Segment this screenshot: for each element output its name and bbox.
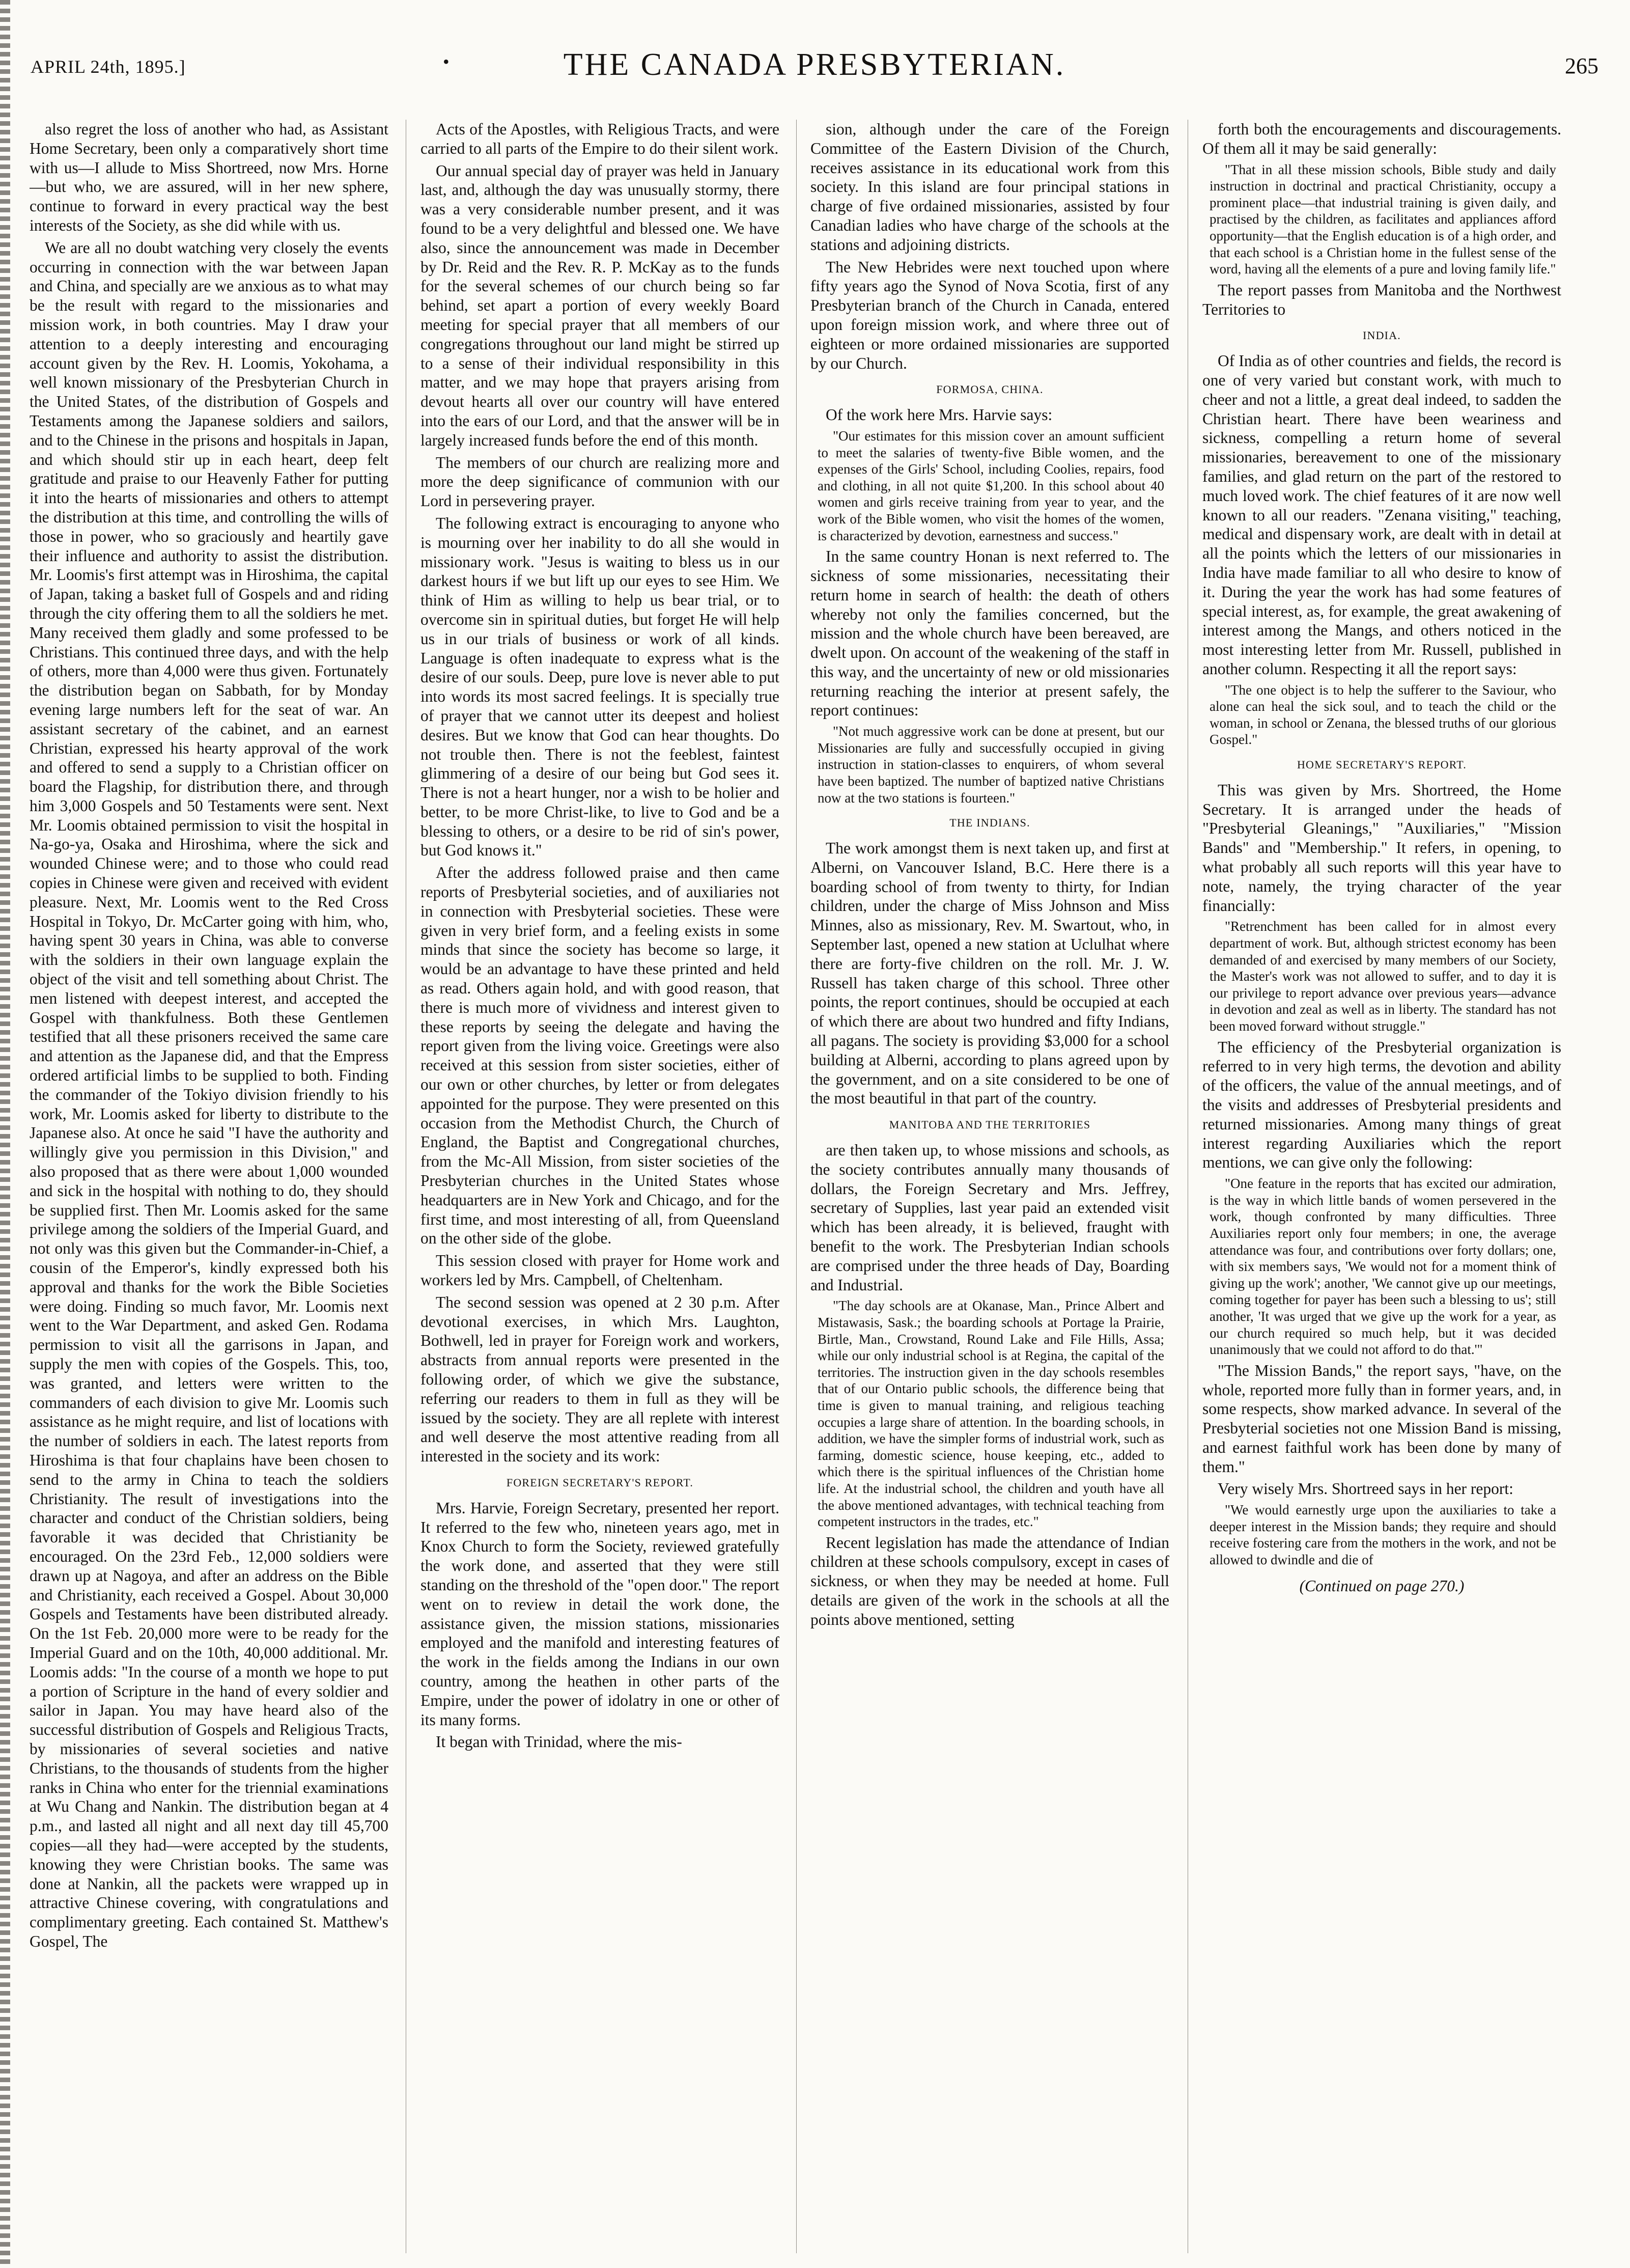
paragraph: Very wisely Mrs. Shortreed says in her report: — [1218, 1480, 1513, 1498]
issue-date: APRIL 24th, 1895.] — [31, 57, 186, 77]
paragraph: This session closed with prayer for Home work and workers led by Mrs. Campbell, of Cheltenham. — [420, 1252, 779, 1289]
paragraph: also regret the loss of another who had, as Assistant Home Secretary, been only a comparatively short time with us—I allude to Miss Shortreed, now Mrs. Horne—but who, we are assured, will in her new sphere, continue to forward in every practical way the best interests of the Society, as she did while with us. — [30, 120, 388, 234]
paragraph: The New Hebrides were next touched upon where fifty years ago the Synod of Nova Scotia, first of any Presbyterian branch of the Church in Canada, entered upon foreign mission work, and where three out of eighteen or more ordained missionaries are supported by our Church. — [810, 258, 1169, 372]
column-3 — [810, 120, 1169, 2253]
paragraph: The following extract is encouraging to anyone who is mourning over her inability to do all she would in missionary work. "Jesus is waiting to bless us in our darkest hours if we but lift up our eyes to see Him. We think of Him as willing to help us bear trial, or to overcome sin in spiritual duties, but forget He will help us in our trials of business or work of all kinds. Language is often inadequate to express what is the desire of our souls. Deep, pure love is never able to put into words its most sacred feelings. It is specially true of prayer that we cannot utter its deepest and holiest desires. But we know that God can hear thoughts. Do not trouble then. There is not the feeblest, faintest glimmering of a desire of our being but God sees it. There is not a heart hunger, nor a wish to be holier and better, to be more Christ-like, to live to God and be a blessing to others, or a desire to be rid of sin's power, but God knows it." — [420, 514, 779, 860]
paragraph: Mrs. Harvie, Foreign Secretary, presented her report. It referred to the few who, nineteen years ago, met in Knox Church to form the Society, reviewed gratefully the work done, and asserted that they were still standing on the threshold of the "open door." The report went on to review in detail the work done, the assistance given, the mission stations, missionaries employed and the manifold and interesting features of the work in the fields among the Indians in our own country, among the heathen in other parts of the Empire, under the power of idolatry in one or other of its many forms. — [420, 1499, 779, 1729]
paragraph: The members of our church are realizing more and more the deep significance of communion with our Lord in persevering prayer. — [420, 453, 779, 510]
paragraph: Of the work here Mrs. Harvie says: — [826, 406, 1053, 424]
quoted-passage: "One feature in the reports that has excited our admiration, is the way in which little bands of women persevered in the work, though confronted by many difficulties. Three Auxiliaries report only four members; in one, the average attendance was four, and contributions over forty dollars; one, with six members says, 'We would not for a moment think of giving up the work'; another, 'We cannot give up our meetings, coming together for payer has been such a blessing to us'; still another, 'It was urged that we give up the work for a year, as our church required so much help, but it was decided unanimously that we could not afford to do that.'" — [1210, 1176, 1556, 1358]
column-1 — [30, 120, 388, 2253]
section-heading: HOME SECRETARY'S REPORT. — [1297, 758, 1467, 771]
paragraph: This was given by Mrs. Shortreed, the Home Secretary. It is arranged under the heads of "Presbyterial Gleanings," "Auxiliaries," "Mission Bands" and "Membership." It refers, in opening, to what probably all such reports will this year have to note, namely, the trying character of the year financially: — [1202, 781, 1561, 915]
paragraph: Recent legislation has made the attendance of Indian children at these schools compulsory, except in cases of sickness, or when they may be needed at home. Full details are given of the work in the schools at all the points above mentioned, setting — [810, 1533, 1169, 1628]
quoted-passage: "Our estimates for this mission cover an amount sufficient to meet the salaries of twenty-five Bible women, and the expenses of the Girls' School, including Coolies, repairs, food and clothing, in all not quite $1,200. In this school about 40 women and girls receive training from year to year, and the work of the Bible women, who visit the homes of the women, is characterized by devotion, earnestness and success." — [818, 428, 1164, 543]
quoted-passage: "The day schools are at Okanase, Man., Prince Albert and Mistawasis, Sask.; the boarding schools at Portage la Prairie, Birtle, Man., Crowstand, Round Lake and File Hills, Assa; while our only industrial school is at Regina, the capital of the territories. The instruction given in the day schools resembles that of our Ontario public schools, the difference being that time is given to manual training, and religious teaching occupies a large share of attention. In the boarding schools, in addition, we have the simpler forms of industrial work, such as farming, domestic science, house keeping, etc., added to which there is the spiritual influences of the Christian home life. At the industrial school, the children and youth have all the above mentioned advantages, with technical teaching from competent instructors in the trades, etc." — [818, 1298, 1164, 1530]
paragraph: In the same country Honan is next referred to. The sickness of some missionaries, necessitating their return home in search of health: the death of others whereby not only the families concerned, but the mission and the whole church have been bereaved, are dwelt upon. On account of the weakening of the staff in this way, and the uncertainty of new or old missionaries returning reaching the interior at present safely, the report continues: — [810, 547, 1169, 720]
quoted-passage: "That in all these mission schools, Bible study and daily instruction in doctrinal and practical Christianity, occupy a prominent place—that industrial training is given daily, and practised by the children, as facilitates and appliances afford opportunity—that the English education is of a high order, and that each school is a Christian home in the fullest sense of the word, having all the elements of a pure and loving family life." — [1210, 161, 1556, 277]
paragraph: The second session was opened at 2 30 p.m. After devotional exercises, in which Mrs. Laughton, Bothwell, led in prayer for Foreign work and workers, abstracts from annual reports were presented in the following order, of which we give the substance, referring our readers to them in full as they will be issued by the society. They are all replete with interest and well deserve the most attentive reading from all interested in the society and its work: — [420, 1293, 779, 1465]
section-heading: INDIA. — [1362, 329, 1401, 342]
page-header — [31, 47, 1598, 88]
binding-edge — [0, 0, 10, 2268]
paragraph: After the address followed praise and then came reports of Presbyterial societies, and of auxiliaries not in connection with Presbyterial societies. These were given in very brief form, and a feeling exists in some minds that since the society has become so large, it would be an advantage to have these printed and held as read. Others again hold, and with good reason, that there is much more of vividness and interest given to these reports by seeing the delegate and having the report given from the living voice. Greetings were also received at this session from sister societies, either of our own or other churches, by letter or from delegates appointed for the purpose. They were presented on this occasion from the Methodist Church, the Church of England, the Baptist and Congregational churches, from the Mc-All Mission, from sister societies of the Presbyterian churches in the United States whose headquarters are in New York and Chicago, and for the first time, and most interesting of all, from Queensland on the other side of the globe. — [420, 864, 779, 1248]
paragraph: It began with Trinidad, where the mis- — [436, 1733, 682, 1751]
section-heading: THE INDIANS. — [949, 816, 1030, 829]
paragraph: The efficiency of the Presbyterial organization is referred to in very high terms, the devotion and ability of the officers, the value of the annual meetings, and of the visits and addresses of Presbyterial presidents and returned missionaries. Among many things of great interest regarding Auxiliaries which the report mentions, we can give only the following: — [1202, 1038, 1561, 1172]
column-4 — [1202, 120, 1561, 2253]
paragraph: "The Mission Bands," the report says, "have, on the whole, reported more fully than in former years, and, in some respects, show marked advance. In several of the Presbyterial societies not one Mission Band is missing, and earnest faithful work has been done by many of them." — [1202, 1361, 1561, 1476]
paragraph: Acts of the Apostles, with Religious Tracts, and were carried to all parts of the Empire to do their silent work. — [420, 120, 779, 157]
paragraph: Of India as of other countries and fields, the record is one of very varied but constant work, with much to cheer and not a little, a great deal indeed, to sadden the Christian heart. There have been weariness and sickness, compelling a return home of several missionaries, bereavement to one of the missionary families, and glad return on the part of the restored to much loved work. The chief features of it are now well known to all our readers. "Zenana visiting," teaching, medical and dispensary work, are dealt with in detail at all the points which the letters of our missionaries in India have made familiar to all who desire to know of it. During the year the work has had some features of special interest, as, for example, the great awakening of interest among the Mangs, and others noticed in the most interesting letter from Mr. Russell, published in another column. Respecting it all the report says: — [1202, 352, 1561, 678]
page-number: 265 — [1565, 53, 1598, 78]
masthead-title: THE CANADA PRESBYTERIAN. — [563, 47, 1066, 82]
paragraph: The work amongst them is next taken up, and first at Alberni, on Vancouver Island, B.C. Here there is a boarding school of from twenty to thirty, for Indian children, under the charge of Miss Johnson and Miss Minnes, also as missionary, Rev. M. Swartout, who, in September last, opened a new station at Uclulhat where there are forty-five children on the roll. Mr. J. W. Russell has taken charge of this school. Three other points, the report continues, should be occupied at each of which there are about two hundred and fifty Indians, all pagans. The society is providing $3,000 for a school building at Alberni, according to plans agreed upon by the government, and on a site considered to be one of the most beautiful in that part of the country. — [810, 839, 1169, 1108]
section-heading: FOREIGN SECRETARY'S REPORT. — [506, 1476, 694, 1489]
continuation-note: (Continued on page 270.) — [1299, 1576, 1465, 1595]
paragraph: Our annual special day of prayer was held in January last, and, although the day was unusually stormy, there was a very considerable number present, and it was found to be a very delightful and blessed one. We have also, since the announcement was made in December by Dr. Reid and the Rev. R. P. McKay as to the funds for the several schemes of our church being so far behind, set apart a portion of every weekly Board meeting for special prayer that all members of our congregations throughout our land might be stirred up to a sense of their individual responsibility in this matter, and we may hope that prayers arising from devout hearts all over our country will have entered into the ears of our Lord, and that the answer will be in largely increased funds before the end of this month. — [420, 161, 779, 449]
quoted-passage: "The one object is to help the sufferer to the Saviour, who alone can heal the sick soul, and to teach the child or the woman, in school or Zenana, the blessed truths of our glorious Gospel." — [1210, 682, 1556, 748]
column-2 — [420, 120, 779, 2253]
paragraph: The report passes from Manitoba and the Northwest Territories to — [1202, 281, 1561, 318]
section-heading: MANITOBA AND THE TERRITORIES — [889, 1118, 1091, 1131]
quoted-passage: "Retrenchment has been called for in almost every department of work. But, although strictest economy has been demanded of and exercised by many members of our Society, the Master's work was not allowed to suffer, and to day it is our privilege to report advance over previous years—advance in devotion and zeal as well as in liberty. The standard has not been moved forward without struggle." — [1210, 919, 1556, 1034]
paragraph: are then taken up, to whose missions and schools, as the society contributes annually many thousands of dollars, the Foreign Secretary and Mrs. Jeffrey, secretary of Supplies, last year paid an extended visit which has been already, it is believed, fraught with benefit to the work. The Presbyterian Indian schools are comprised under the three heads of Day, Boarding and Industrial. — [810, 1141, 1169, 1294]
quoted-passage: "We would earnestly urge upon the auxiliaries to take a deeper interest in the Mission bands; they require and should receive fostering care from the mothers in the work, and not be allowed to dwindle and die of — [1210, 1502, 1556, 1568]
section-heading: FORMOSA, CHINA. — [936, 383, 1044, 396]
paragraph: sion, although under the care of the Foreign Committee of the Eastern Division of the Church, receives assistance in its educational work from this society. In this island are four principal stations in charge of five ordained missionaries, assisted by four Canadian ladies who have charge of the schools at the stations and adjoining districts. — [810, 120, 1169, 254]
quoted-passage: "Not much aggressive work can be done at present, but our Missionaries are fully and successfully occupied in giving instruction in station-classes to enquirers, of whom several have been baptized. The number of baptized native Christians now at the two stations is fourteen." — [818, 724, 1164, 806]
paragraph: We are all no doubt watching very closely the events occurring in connection with the war between Japan and China, and specially are we anxious as to what may be the result with regard to the missionaries and mission work, in both countries. May I draw your attention to a deeply interesting and encouraging account given by the Rev. H. Loomis, Yokohama, a well known missionary of the Presbyterian Church in the United States, of the distribution of Gospels and Testaments among the Japanese soldiers and sailors, and to the Chinese in the prisons and hospitals in Japan, and which should stir up in each heart, deep felt gratitude and praise to our Heavenly Father for putting it into the hearts of missionaries and others to attempt the distribution at this time, and controlling the wills of those in power, who so graciously and heartily gave their influence and authority to assist the distribution. Mr. Loomis's first attempt was in Hiroshima, the capital of Japan, taking a basket full of Gospels and and riding through the city offering them to all the soldiers he met. Many received them gladly and some professed to be Christians. This continued three days, and with the help of others, more than 4,000 were thus given. Fortunately the distribution began on Sabbath, for by Monday evening large numbers left for the seat of war. An assistant secretary of the cabinet, and an earnest Christian, expressed his hearty approval of the work and offered to send a supply to a Christian officer on board the Flagship, for distribution there, and through him 3,000 Gospels and 50 Testaments were sent. Next Mr. Loomis obtained permission to visit the hospital in Na-go-ya, Osaka and Hiroshima, where the sick and wounded Chinese were; and to those who could read copies in Chinese were given and received with evident pleasure. Next, Mr. Loomis went to the Red Cross Hospital in Tokyo, Dr. McCarter going with him, who, having spent 30 years in China, was able to converse with the soldiers in their own language explain the object of the visit and tell something about Christ. The men listened with deepest interest, and accepted the Gospel with thankfulness. Both these Gentlemen testified that all these prisoners received the same care and attention as the Japanese did, and that the Empress ordered artificial limbs to be supplied to both. Finding the commander of the Tokiyo division friendly to his work, Mr. Loomis asked for liberty to distribute to the Japanese also. At once he said "I have the authority and willingly give you permission in this Division," and also proposed that as there were about 1,000 wounded and sick in the hospital with nothing to do, they should be supplied first. Then Mr. Loomis asked for the same privilege among the soldiers of the Imperial Guard, and not only was this given but the Commander-in-Chief, a cousin of the Emperor's, kindly expressed both his approval and thanks for the work the Bible Societies were doing. Finding so much favor, Mr. Loomis next went to the War Department, and asked Gen. Rodama permission to visit all the garrisons in Japan, and supply the men with copies of the Gospels. This, too, was granted, and letters were written to the commanders of each division to give Mr. Loomis such assistance as he might require, and list of locations with the number of soldiers in each. The latest reports from Hiroshima is that four chaplains have been chosen to send to the army in China to teach the soldiers Christianity. The result of investigations into the character and conduct of the Christian soldiers, being favorable it was decided that Christianity be encouraged. On the 23rd Feb., 12,000 soldiers were drawn up at Nagoya, and after an address on the Bible and Christianity, each received a Gospel. About 30,000 Gospels and Testaments have been distributed already. On the 1st Feb. 20,000 more were to be ready for the Imperial Guard and on the 10th, 40,000 additional. Mr. Loomis adds: "In the course of a month we hope to put a portion of Scripture in the hand of every soldier and sailor in Japan. You may have heard also of the successful distribution of Gospels and Religious Tracts, by missionaries of several societies and native Christians, to the thousands of students from the higher ranks in China who enter for the triennial examinations at Wu Chang and Nankin. The distribution began at 4 p.m., and lasted all night and all next day till 45,700 copies—all they had—were accepted by the students, knowing they were Christian books. The same was done at Nankin, all the packets were wrapped up in attractive Chinese covering, with congratulations and complimentary greeting. Each contained St. Matthew's Gospel, The — [30, 238, 388, 1950]
header-bullet: • — [443, 51, 449, 72]
column-rule — [796, 120, 797, 2253]
paragraph: forth both the encouragements and discouragements. Of them all it may be said generally: — [1202, 120, 1561, 157]
